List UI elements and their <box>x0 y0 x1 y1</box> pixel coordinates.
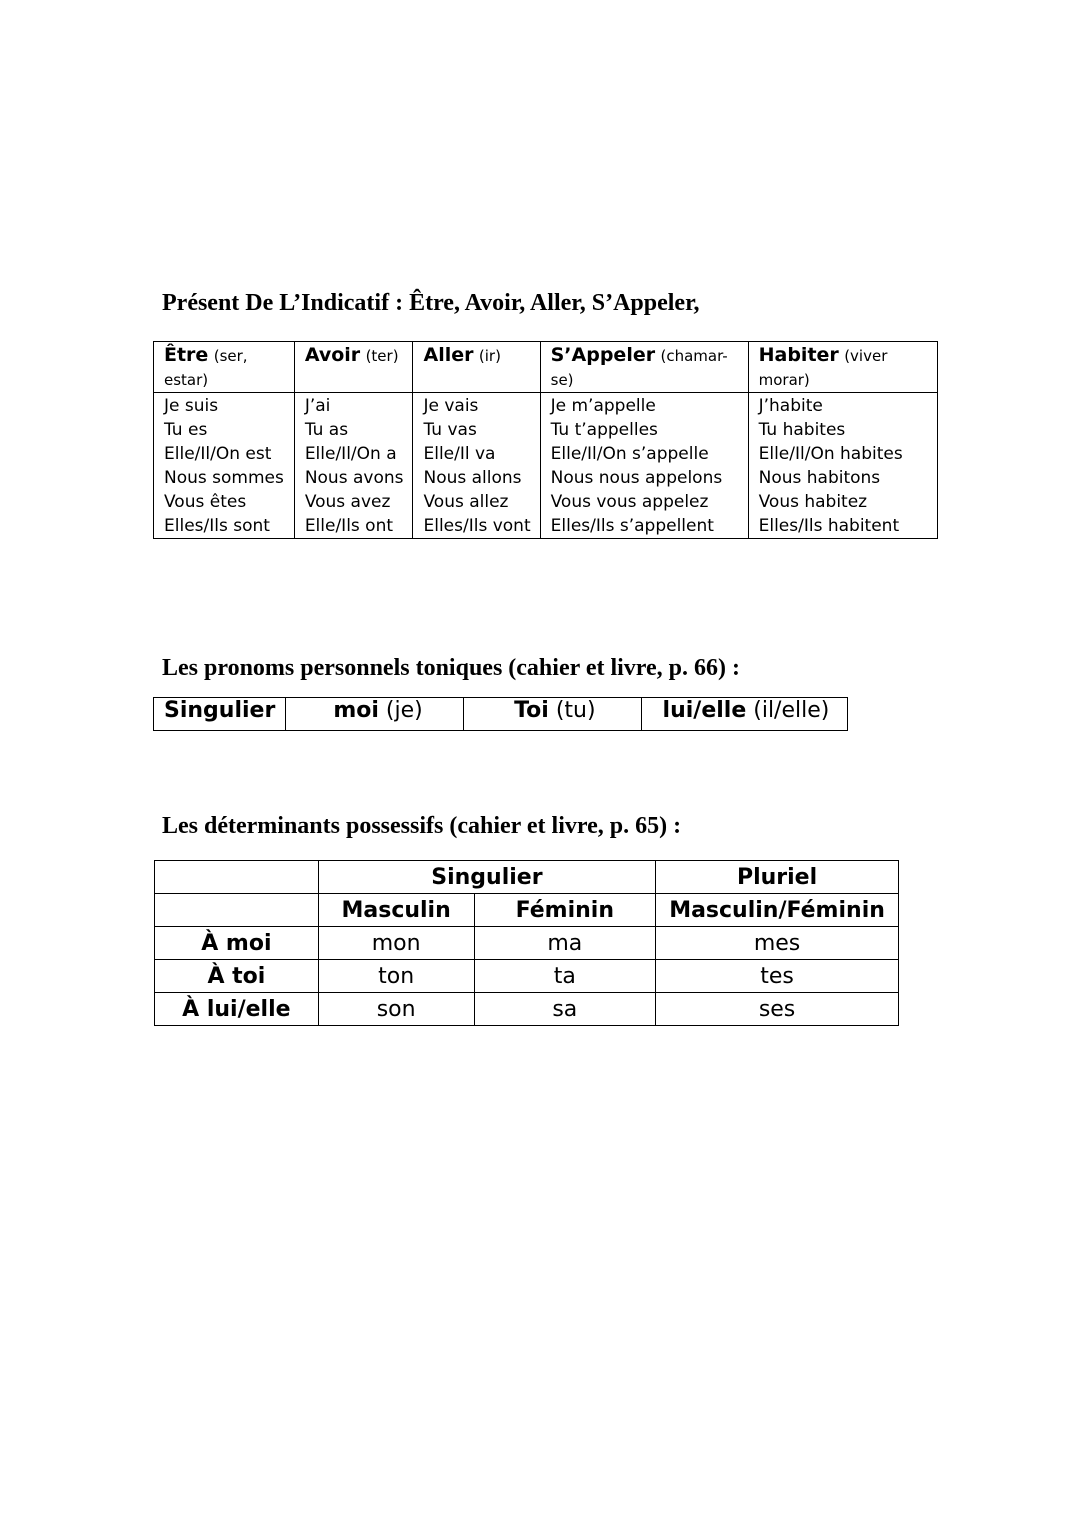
form: Nous allons <box>423 468 522 488</box>
form: Je m’appelle <box>550 396 656 416</box>
form: Elles/Ils s’appellent <box>550 516 714 536</box>
row-label: À moi <box>155 927 319 960</box>
conjugation-header-row <box>154 342 938 393</box>
verb-header-avoir: Avoir (ter) <box>294 342 413 393</box>
cell-masculine: son <box>318 993 474 1026</box>
form: Tu t’appelles <box>550 420 658 440</box>
form: J’habite <box>758 396 823 416</box>
row-label: À lui/elle <box>155 993 319 1026</box>
form: Tu es <box>164 420 208 440</box>
verb-header-etre: Être (ser, estar) <box>154 342 295 393</box>
cell-feminine: ma <box>474 927 656 960</box>
conjugation-heading: Présent De L’Indicatif : Être, Avoir, Aller, S’Appeler, <box>162 290 700 316</box>
cell-feminine: ta <box>474 960 656 993</box>
cell-plural: tes <box>656 960 899 993</box>
form: Tu as <box>304 420 349 440</box>
form: Elle/Il/On a <box>304 444 397 464</box>
form: Elles/Ils sont <box>164 516 270 536</box>
pronoun-cell-toi: Toi (tu) <box>464 698 641 731</box>
subheader-feminine: Féminin <box>474 894 656 927</box>
form: Elle/Il va <box>423 444 496 464</box>
form: Nous avons <box>304 468 404 488</box>
form: Je vais <box>423 396 479 416</box>
table-row <box>155 927 899 960</box>
form: J’ai <box>304 396 331 416</box>
singular-label: Singulier <box>154 698 286 731</box>
forms-avoir <box>294 393 413 539</box>
possessives-heading: Les déterminants possessifs (cahier et livre, p. 65) : <box>162 813 682 839</box>
cell-masculine: mon <box>318 927 474 960</box>
table-row <box>155 960 899 993</box>
conjugation-forms-row <box>154 393 938 539</box>
verb-header-aller: Aller (ir) <box>413 342 540 393</box>
form: Elles/Ils vont <box>423 516 531 536</box>
row-label: À toi <box>155 960 319 993</box>
form: Elle/Il/On habites <box>758 444 903 464</box>
forms-aller <box>413 393 540 539</box>
form: Vous avez <box>304 492 391 512</box>
pronouns-heading: Les pronoms personnels toniques (cahier et livre, p. 66) : <box>162 655 741 681</box>
cell-masculine: ton <box>318 960 474 993</box>
header-singular: Singulier <box>318 861 655 894</box>
form: Elle/Il/On s’appelle <box>550 444 709 464</box>
header-plural: Pluriel <box>656 861 899 894</box>
form: Nous nous appelons <box>550 468 723 488</box>
form: Elle/Il/On est <box>164 444 272 464</box>
form: Elle/Ils ont <box>304 516 394 536</box>
pronouns-table <box>153 697 848 731</box>
empty-cell <box>155 894 319 927</box>
form: Elles/Ils habitent <box>758 516 900 536</box>
table-row <box>155 993 899 1026</box>
possessives-subheader-row <box>155 894 899 927</box>
form: Vous êtes <box>164 492 247 512</box>
cell-plural: mes <box>656 927 899 960</box>
form: Je suis <box>164 396 219 416</box>
cell-plural: ses <box>656 993 899 1026</box>
form: Nous habitons <box>758 468 881 488</box>
form: Vous vous appelez <box>550 492 709 512</box>
form: Nous sommes <box>164 468 284 488</box>
conjugation-table <box>153 341 938 539</box>
pronoun-cell-lui-elle: lui/elle (il/elle) <box>641 698 847 731</box>
forms-sappeler <box>540 393 748 539</box>
subheader-masculine: Masculin <box>318 894 474 927</box>
verb-header-sappeler: S’Appeler (chamar-se) <box>540 342 748 393</box>
pronoun-cell-moi: moi (je) <box>286 698 464 731</box>
forms-etre <box>154 393 295 539</box>
form: Tu vas <box>423 420 477 440</box>
empty-cell <box>155 861 319 894</box>
possessives-header-row <box>155 861 899 894</box>
subheader-plural: Masculin/Féminin <box>656 894 899 927</box>
form: Tu habites <box>758 420 846 440</box>
cell-feminine: sa <box>474 993 656 1026</box>
possessives-table <box>154 860 899 1026</box>
forms-habiter <box>748 393 937 539</box>
form: Vous habitez <box>758 492 868 512</box>
verb-header-habiter: Habiter (viver morar) <box>748 342 937 393</box>
form: Vous allez <box>423 492 509 512</box>
pronouns-row <box>154 698 848 731</box>
